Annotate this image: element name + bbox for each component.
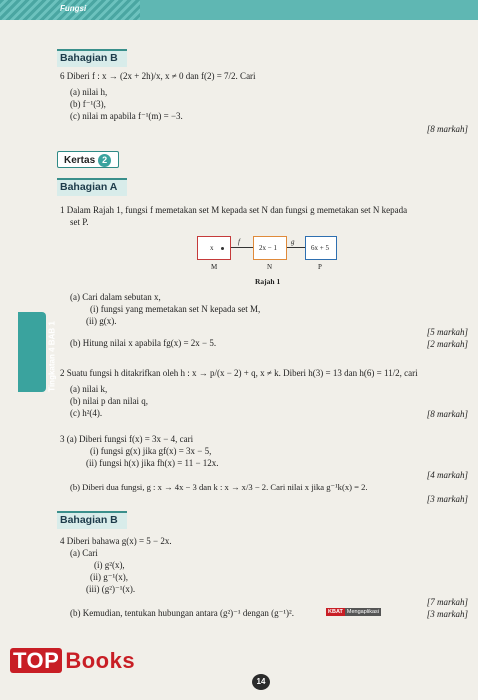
set-n-box [253, 236, 287, 260]
question-6c: (c) nilai m apabila f⁻¹(m) = −3. [70, 111, 183, 121]
marks-q4a: [7 markah] [426, 597, 468, 607]
question-1-line2: set P. [70, 217, 89, 227]
set-m-point [221, 247, 224, 250]
set-m-value: x [210, 244, 214, 252]
marks-q6: [8 markah] [426, 124, 468, 134]
question-2c: (c) h²(4). [70, 408, 103, 418]
question-6a: (a) nilai h, [70, 87, 108, 97]
question-1a: (a) Cari dalam sebutan x, [70, 292, 161, 302]
question-3b: (b) Diberi dua fungsi, g : x → 4x − 3 dan k : x → x/3 − 2. Cari nilai x jika g⁻¹k(x) = 2. [70, 482, 368, 492]
set-p-box [305, 236, 337, 260]
question-4a: (a) Cari [70, 548, 98, 558]
question-1b: (b) Hitung nilai x apabila fg(x) = 2x − 5. [70, 338, 217, 348]
label-f: f [238, 238, 240, 246]
question-2a: (a) nilai k, [70, 384, 108, 394]
kbat-label: KBAT [328, 609, 343, 615]
set-p-value: 6x + 5 [311, 244, 329, 252]
side-tab-chapter: BAB 1 [47, 321, 57, 346]
question-4b: (b) Kemudian, tentukan hubungan antara (g²)⁻¹ dengan (g⁻¹)². [70, 608, 294, 618]
section-heading-bahagian-b: Bahagian B [60, 52, 118, 64]
question-3a-ii: (ii) fungsi h(x) jika fh(x) = 11 − 12x. [86, 458, 219, 468]
question-3a-i: (i) fungsi g(x) jika gf(x) = 3x − 5, [90, 446, 212, 456]
question-1a-i: (i) fungsi yang memetakan set N kepada set M, [90, 304, 261, 314]
marks-q1a: [5 markah] [426, 327, 468, 337]
watermark-books: Books [65, 648, 136, 673]
kertas-badge [57, 151, 119, 168]
marks-q2: [8 markah] [426, 409, 468, 419]
set-p-label: P [318, 263, 322, 271]
mapping-diagram [197, 236, 337, 282]
page-number: 14 [252, 674, 270, 690]
set-n-value: 2x − 1 [259, 244, 277, 252]
question-4a-iii: (iii) (g²)⁻¹(x). [86, 584, 136, 594]
question-1-line1: 1 Dalam Rajah 1, fungsi f memetakan set M kepada set N dan fungsi g memetakan set N kepada [60, 205, 408, 215]
watermark-top: TOP [10, 648, 62, 673]
marks-q3b: [3 markah] [426, 494, 468, 504]
side-tab-form: Tingkatan 4 [47, 347, 57, 392]
question-2: 2 Suatu fungsi h ditakrifkan oleh h : x → p/(x − 2) + q, x ≠ k. Diberi h(3) = 13 dan h(6) = 11/2, cari [60, 368, 418, 378]
question-1a-ii: (ii) g(x). [86, 316, 117, 326]
question-4: 4 Diberi bahawa g(x) = 5 − 2x. [60, 536, 172, 546]
arrow-f [231, 247, 253, 248]
side-tab [18, 312, 57, 392]
marks-q3a: [4 markah] [426, 470, 468, 480]
question-6b: (b) f⁻¹(3), [70, 99, 106, 109]
side-tab-text [48, 317, 57, 397]
marks-q1b: [2 markah] [426, 339, 468, 349]
set-n-label: N [267, 263, 273, 271]
question-4a-i: (i) g²(x), [94, 560, 125, 570]
question-6: 6 Diberi f : x → (2x + 2h)/x, x ≠ 0 dan f(2) = 7/2. Cari [60, 71, 256, 81]
section-heading-bahagian-b-2: Bahagian B [60, 514, 118, 526]
kertas-label: Kertas [64, 155, 96, 166]
kbat-skill: Mengaplikasi [346, 609, 379, 615]
set-m-label: M [211, 263, 218, 271]
set-m-box [197, 236, 231, 260]
question-4a-ii: (ii) g⁻¹(x), [90, 572, 128, 582]
arrow-g [287, 247, 305, 248]
kbat-badge [326, 609, 381, 615]
question-2b: (b) nilai p dan nilai q, [70, 396, 148, 406]
chapter-title: Fungsi [60, 4, 87, 13]
kertas-number: 2 [98, 154, 111, 167]
figure-caption: Rajah 1 [255, 277, 281, 286]
question-3a: 3 (a) Diberi fungsi f(x) = 3x − 4, cari [60, 434, 194, 444]
label-g: g [291, 238, 295, 246]
section-heading-bahagian-a: Bahagian A [60, 181, 118, 193]
marks-q4b: [3 markah] [426, 609, 468, 619]
topbooks-watermark [10, 648, 135, 674]
